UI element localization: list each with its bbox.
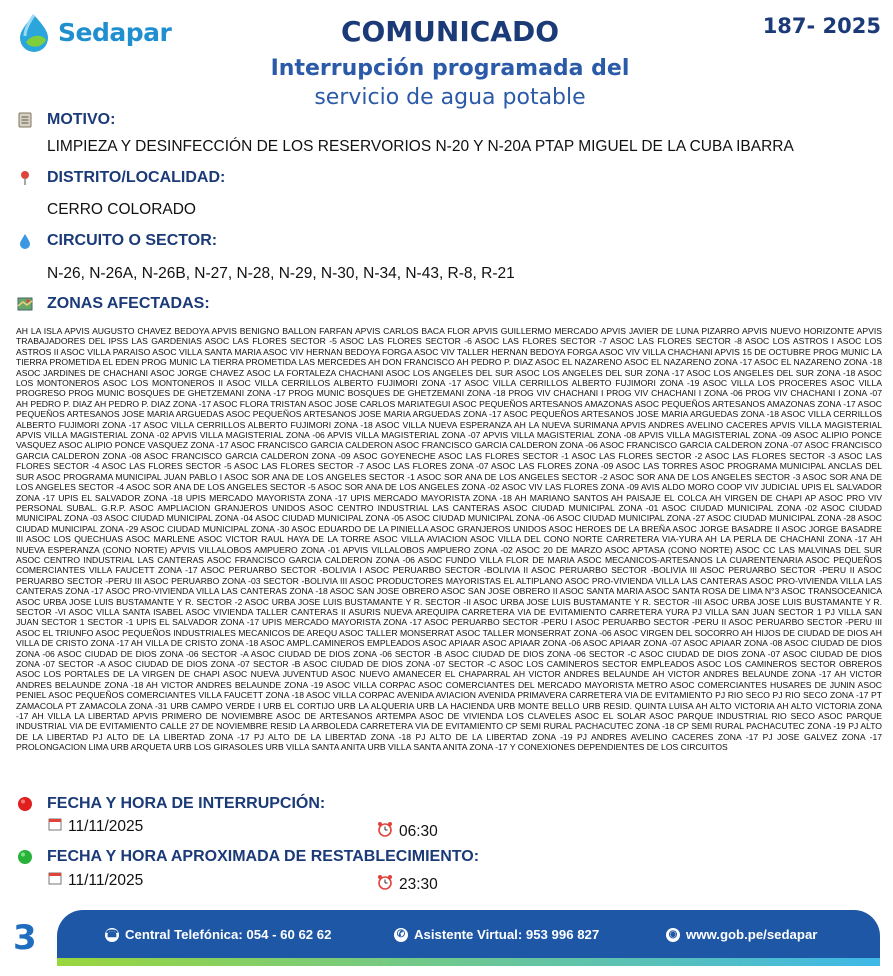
map-pin-icon bbox=[16, 169, 34, 187]
alarm-clock-icon bbox=[377, 874, 393, 895]
restablecimiento-heading bbox=[16, 848, 479, 866]
announcement-number: 187- 2025 bbox=[762, 14, 881, 38]
motivo-heading bbox=[16, 111, 115, 129]
assistant-text: Asistente Virtual: 953 996 827 bbox=[414, 927, 600, 942]
clipboard-icon bbox=[16, 111, 34, 129]
sedapar-logo-icon bbox=[14, 12, 54, 52]
interrupcion-time-value: 06:30 bbox=[399, 822, 438, 840]
zonas-afectadas-text: AH LA ISLA APVIS AUGUSTO CHAVEZ BEDOYA APVIS BENIGNO BALLON FARFAN APVIS CARLOS BACA FLOR APVIS GUILLERMO MERCADO APVIS JAVIER DE LUNA PIZARRO APVIS NUEVO HORIZONTE APVIS TRABAJADORES DEL IPSS LAS GARDENIAS ASOC LAS FLORES SECTOR -5 ASOC LAS FLORES SECTOR -6 ASOC LAS FLORES SECTOR -7 ASOC LAS FLORES SECTOR -8 ASOC LOS ASTROS I ASOC LOS ASTROS II ASOC VILLA PARAISO ASOC VILLA SANTA MARIA ASOC VIV HERNAN BEDOYA FORGA ASOC VIV TALLER HERNAN BEDOYA FORGA ASOC VIV VILLA CHACHANI APVIS 15 DE OCTUBRE PROG MUNIC LA TIERRA PROMETIDA EL EDEN PROG MUNIC LA TIERRA PROMETIDA LAS MERCEDES AH DON FRANCISCO AH PEDRO P. DIAZ ASOC EL NAZARENO ASOC EL NAZARENO ZONA -17 ASOC EL NAZARENO ZONA -18 ASOC JARDINES DE CHACHANI ASOC JORGE CHAVEZ ASOC LA FORTALEZA CHACHANI ASOC LOS ANGELES DEL SUR ASOC LOS ANGELES DEL SUR ZONA -17 ASOC LOS ANGELES DEL SUR ZONA -18 ASOC LOS MONTONEROS ASOC LOS MONTONEROS II ASOC VILLA CERRILLOS ALBERTO FUJIMORI ZONA -17 ASOC VILLA CERRILLOS ALBERTO FUJIMORI ZONA -19 ASOC VILLA LOS PROCERES ASOC VILLA PROGRESO PROG MUNIC BOSQUES DE GHETZEMANI ZONA -17 PROG MUNIC BOSQUES DE GHETZEMANI ZONA -18 PROG VIV CHACHANI I PROG VIV CHACHANI I ZONA -06 PROG VIV CHACHANI I ZONA -07 AH PEDRO P. DIAZ AH PEDRO P. DIAZ ZONA -17 ASOC FLORA TRISTAN ASOC JOSE CARLOS MARIATEGUI ASOC PEQUEÑOS ARTESANOS AMAZONAS ASOC PEQUEÑOS ARTESANOS AMAZONAS ZONA -17 ASOC PEQUEÑOS ARTESANOS JOSE MARIA ARGUEDAS ASOC PEQUEÑOS ARTESANOS JOSE MARIA ARGUEDAS ZONA -17 ASOC PEQUEÑOS ARTESANOS JOSE MARIA ARGUEDAS ZONA -18 ASOC VILLA CERRILLOS ALBERTO FUJIMORI ZONA -17 ASOC VILLA CERRILLOS ALBERTO FUJIMORI ZONA -18 ASOC VILLA NUEVA ESPERANZA AH LA NUEVA SURIMANA APVIS ANDRES AVELINO CACERES APVIS VILLA MAGISTERIAL APVIS VILLA MAGISTERIAL ZONA -02 APVIS VILLA MAGISTERIAL ZONA -06 APVIS VILLA MAGISTERIAL ZONA -07 APVIS VILLA MAGISTERIAL ZONA -08 APVIS VILLA MAGISTERIAL ZONA -09 ASOC ALIPIO PONCE VASQUEZ ASOC ALIPIO PONCE VASQUEZ ZONA -17 ASOC FRANCISCO GARCIA CALDERON ASOC FRANCISCO GARCIA CALDERON ZONA -06 ASOC FRANCISCO GARCIA CALDERON ZONA -07 ASOC FRANCISCO GARCIA CALDERON ZONA -08 ASOC FRANCISCO GARCIA CALDERON ZONA -09 ASOC GOYENECHE ASOC LAS FLORES SECTOR -1 ASOC LAS FLORES SECTOR -2 ASOC LAS FLORES SECTOR -3 ASOC LAS FLORES SECTOR -4 ASOC LAS FLORES SECTOR -5 ASOC LAS FLORES SECTOR -7 ASOC LAS FLORES ZONA -07 ASOC LAS FLORES ZONA -09 ASOC LAS TORRES ASOC PROGRAMA MUNICIPAL ANCLAS DEL SUR ASOC PROGRAMA MUNICIPAL JUAN PABLO I ASOC SOR ANA DE LOS ANGELES SECTOR -1 ASOC SOR ANA DE LOS ANGELES SECTOR -2 ASOC SOR ANA DE LOS ANGELES SECTOR -3 ASOC SOR ANA DE LOS ANGELES SECTOR -4 ASOC SOR ANA DE LOS ANGELES SECTOR -5 ASOC SOR ANA DE LOS ANGELES ZONA -02 ASOC VIV LAS FLORES ZONA -09 AVIS ALDO MORO COOP VIV JUDICIAL UPIS EL SALVADOR ZONA -17 UPIS EL SALVADOR ZONA -18 UPIS MERCADO MAYORISTA ZONA -17 UPIS MERCADO MAYORISTA ZONA -18 AH MARIANO SANTOS AH PAISAJE EL COLCA AH VIRGEN DE CHAPI AP ASOC PRO VIV PERSONAL SUBAL. G.R.P. ASOC AMPLIACION GRANJEROS UNIDOS ASOC CENTRO INDUSTRIAL LAS CANTERAS ASOC CIUDAD MUNICIPAL ZONA -01 ASOC CIUDAD MUNICIPAL ZONA -02 ASOC CIUDAD MUNICIPAL ZONA -03 ASOC CIUDAD MUNICIPAL ZONA -04 ASOC CIUDAD MUNICIPAL ZONA -05 ASOC CIUDAD MUNICIPAL ZONA -06 ASOC CIUDAD MUNICIPAL ZONA -27 ASOC CIUDAD MUNICIPAL ZONA -28 ASOC CIUDAD MUNICIPAL ZONA -29 ASOC CIUDAD MUNICIPAL ZONA -30 ASOC EDUARDO DE LA PINIELLA ASOC GRANJEROS UNIDOS ASOC HEROES DE LA BREÑA ASOC JORGE BASADRE II ASOC JORGE BASADRE III ASOC LOS QUECHUAS ASOC MARLENE ASOC VICTOR RAUL HAYA DE LA TORRE ASOC VILLA AVIACION ASOC VILLA DEL CONO NORTE CARRETERA VIA-YURA AH LA PERLA DE CHACHANI ZONA -17 AH NUEVA ESPERANZA (CONO NORTE) APVIS VILLALOBOS AMPUERO ZONA -01 APVIS VILLALOBOS AMPUERO ZONA -02 ASOC 20 DE MARZO ASOC APTASA (CONO NORTE) ASOC CC LAS MALVINAS DEL SUR ASOC CENTRO INDUSTRIAL LAS CANTERAS ASOC FRANCISCO GARCIA CALDERON ZONA -06 ASOC FUNDO VILLA FLOR DE MARIA ASOC MECANICOS-ARTESANOS LA CUARENTENARIA ASOC PEQUEÑOS COMERCIANTES VILLA FAUCETT ZONA -17 ASOC PERUARBO SECTOR -BOLIVIA I ASOC PERUARBO SECTOR -BOLIVIA II ASOC PERUARBO SECTOR -BOLIVIA III ASOC PERUARBO SECTOR -PERU II ASOC PERUARBO SECTOR -PERU III ASOC PERUARBO ZONA -03 SECTOR -BOLIVIA III ASOC PRODUCTORES MAYORISTAS EL ALTIPLANO ASOC PRO-VIVIENDA VILLA LAS CANTERAS ASOC PRO-VIVIENDA VILLA LAS CANTERAS ZONA -17 ASOC PRO-VIVIENDA VILLA LAS CANTERAS ZONA -18 ASOC SAN JOSE OBRERO ASOC SAN JOSE OBRERO II ASOC SANTA MARIA ASOC SANTA ROSA DE LIMA N°3 ASOC TRANSOCEANICA ASOC URBA JOSE LUIS BUSTAMANTE Y R. SECTOR -2 ASOC URBA JOSE LUIS BUSTAMANTE Y R. SECTOR -II ASOC URBA JOSE LUIS BUSTAMANTE Y R. SECTOR -III ASOC URBA JOSE LUIS BUSTAMANTE Y R. SECTOR -VI ASOC VILLA SANTA ISABEL ASOC VIVIENDA TALLER CANTERAS II ASURIS NUEVA AREQUIPA CARRETERA VIA DE EVITAMIENTO CARRETERA YURA PJ VILLA SAN JUAN SECTOR 1 PJ VILLA SAN JUAN SECTOR 1 SECTOR -1 UPIS EL SALVADOR ZONA -17 UPIS MERCADO MAYORISTA ZONA -17 ASOC PERUARBO SECTOR -PERU I ASOC PERUARBO SECTOR -PERU II ASOC PERUARBO SECTOR -PERU III ASOC EL TRIUNFO ASOC PEQUEÑOS INDUSTRIALES MECANICOS DE AREQU ASOC TALLER MONSERRAT ASOC TALLER MONSERRAT ZONA -06 ASOC VIRGEN DEL SOCORRO AH HIJOS DE CIUDAD DE DIOS AH VILLA DE CRISTO ZONA -17 AH VILLA DE CRISTO ZONA -18 ASOC AMPL.CAMINEROS EMPLEADOS ASOC APIAAR ASOC APIAAR ZONA -06 ASOC APIAAR ZONA -07 ASOC APIAAR ZONA -08 ASOC CIUDAD DE DIOS ZONA -06 ASOC CIUDAD DE DIOS ZONA -06 SECTOR -A ASOC CIUDAD DE DIOS ZONA -06 SECTOR -B ASOC CIUDAD DE DIOS ZONA -06 SECTOR -C ASOC CIUDAD DE DIOS ZONA -07 ASOC CIUDAD DE DIOS ZONA -07 SECTOR -A ASOC CIUDAD DE DIOS ZONA -07 SECTOR -B ASOC CIUDAD DE DIOS ZONA -07 SECTOR -C ASOC LOS CAMINEROS SECTOR EMPLEADOS ASOC LOS CAMINEROS SECTOR OBREROS ASOC LOS PORTALES DE LA VIRGEN DE CHAPI ASOC NUEVA JUVENTUD ASOC NUEVO AMANECER EL CHAPARRAL AH VICTOR ANDRES BELAUNDE AH VICTOR ANDRES BELAUNDE ZONA -17 AH VICTOR ANDRES BELAUNDE ZONA -18 AH VICTOR ANDRES BELAUNDE ZONA -19 ASOC VILLA CORPAC ASOC COMERCIANTES DEL MERCADO MAYORISTA METRO ASOC COMERCIANTES HUSARES DE JUNIN ASOC PENIEL ASOC PEQUEÑOS COMERCIANTES VILLA FAUCETT ZONA -18 ASOC VILLA CORPAC AVENIDA AVIACION AVENIDA PRIMAVERA CARRETERA VIA DE EVITAMIENTO PJ RIO SECO PJ RIO SECO ZONA -17 PT ZAMACOLA PT ZAMACOLA ZONA -31 URB CAMPO VERDE I URB EL CORTIJO URB LA ALQUERIA URB LA HACIENDA URB MONTE BELLO URB RESID. QUINTA LUISA AH ALTO VICTORIA AH ALTO VICTORIA ZONA -17 AH VILLA LA LIBERTAD APVIS PRIMERO DE NOVIEMBRE ASOC DE ARTESANOS ARTEMPA ASOC DE VIVIENDA LOS CLAVELES ASOC EL SOLAR ASOC PARQUE INDUSTRIAL RIO SECO ASOC PARQUE INDUSTRIAL VIA DE EVITAMIENTO CALLE 27 DE NOVIEMBRE RESID LA ARBOLEDA CARRETERA VIA DE EVITAMIENTO CP SEMI RURAL PACHACUTEC ZONA -18 CP SEMI RURAL PACHACUTEC ZONA -19 PJ ALTO DE LA LIBERTAD PJ ALTO DE LA LIBERTAD ZONA -17 PJ ALTO DE LA LIBERTAD ZONA -18 PJ ALTO DE LA LIBERTAD ZONA -19 PJ ANDRES AVELINO CACERES ZONA -17 PJ JOSE GALVEZ ZONA -17 PROLONGACION LIMA URB ARQUETA URB LOS GIRASOLES URB VILLA SANTA ANITA URB VILLA SANTA ANITA ZONA -17 Y CONEXIONES DEPENDIENTES DE LOS CIRCUITOS bbox=[16, 326, 882, 753]
restablecimiento-label: FECHA Y HORA APROXIMADA DE RESTABLECIMIENTO: bbox=[47, 848, 480, 865]
contact-footer bbox=[57, 910, 880, 966]
interrupcion-time bbox=[377, 821, 438, 842]
phone-contact[interactable] bbox=[105, 927, 331, 942]
subtitle-line-2: servicio de agua potable bbox=[314, 85, 586, 110]
zonas-label: ZONAS AFECTADAS: bbox=[47, 295, 210, 312]
interrupcion-date-value: 11/11/2025 bbox=[68, 817, 144, 835]
interrupcion-label: FECHA Y HORA DE INTERRUPCIÓN: bbox=[47, 795, 326, 812]
globe-icon: ◉ bbox=[666, 928, 680, 942]
distrito-heading bbox=[16, 169, 225, 187]
web-link[interactable] bbox=[666, 927, 817, 942]
circuito-value: N-26, N-26A, N-26B, N-27, N-28, N-29, N-30, N-34, N-43, R-8, R-21 bbox=[47, 265, 515, 282]
water-drop-icon bbox=[16, 232, 34, 250]
motivo-label: MOTIVO: bbox=[47, 111, 116, 128]
restablecimiento-time-value: 23:30 bbox=[399, 875, 438, 893]
interrupcion-date bbox=[48, 817, 143, 836]
restablecimiento-date-value: 11/11/2025 bbox=[68, 871, 144, 889]
subtitle-line-1: Interrupción programada del bbox=[270, 56, 630, 81]
map-icon bbox=[16, 295, 34, 313]
page-title: COMUNICADO bbox=[340, 15, 560, 48]
phone-text: Central Telefónica: 054 - 60 62 62 bbox=[125, 927, 332, 942]
distrito-value: CERRO COLORADO bbox=[47, 201, 196, 218]
motivo-value: LIMPIEZA Y DESINFECCIÓN DE LOS RESERVORIOS N-20 Y N-20A PTAP MIGUEL DE LA CUBA IBARRA bbox=[47, 138, 794, 155]
calendar-icon bbox=[48, 871, 62, 890]
web-text: www.gob.pe/sedapar bbox=[686, 927, 818, 942]
interrupcion-heading bbox=[16, 795, 325, 813]
announcement-header bbox=[240, 14, 660, 112]
restablecimiento-date bbox=[48, 871, 143, 890]
brand-name: Sedapar bbox=[58, 17, 172, 47]
red-circle-icon bbox=[16, 795, 34, 813]
page-number: 3 bbox=[13, 918, 37, 958]
alarm-clock-icon bbox=[377, 821, 393, 842]
green-circle-icon bbox=[16, 848, 34, 866]
circuito-label: CIRCUITO O SECTOR: bbox=[47, 232, 218, 249]
footer-accent-stripe bbox=[57, 958, 880, 966]
circuito-heading bbox=[16, 232, 217, 250]
whatsapp-contact[interactable] bbox=[394, 927, 599, 942]
phone-icon: ☎ bbox=[105, 928, 119, 940]
zonas-heading bbox=[16, 295, 210, 313]
whatsapp-icon: ✆ bbox=[394, 928, 408, 942]
calendar-icon bbox=[48, 817, 62, 836]
sedapar-logo bbox=[14, 12, 171, 52]
restablecimiento-time bbox=[377, 874, 438, 895]
distrito-label: DISTRITO/LOCALIDAD: bbox=[47, 169, 226, 186]
